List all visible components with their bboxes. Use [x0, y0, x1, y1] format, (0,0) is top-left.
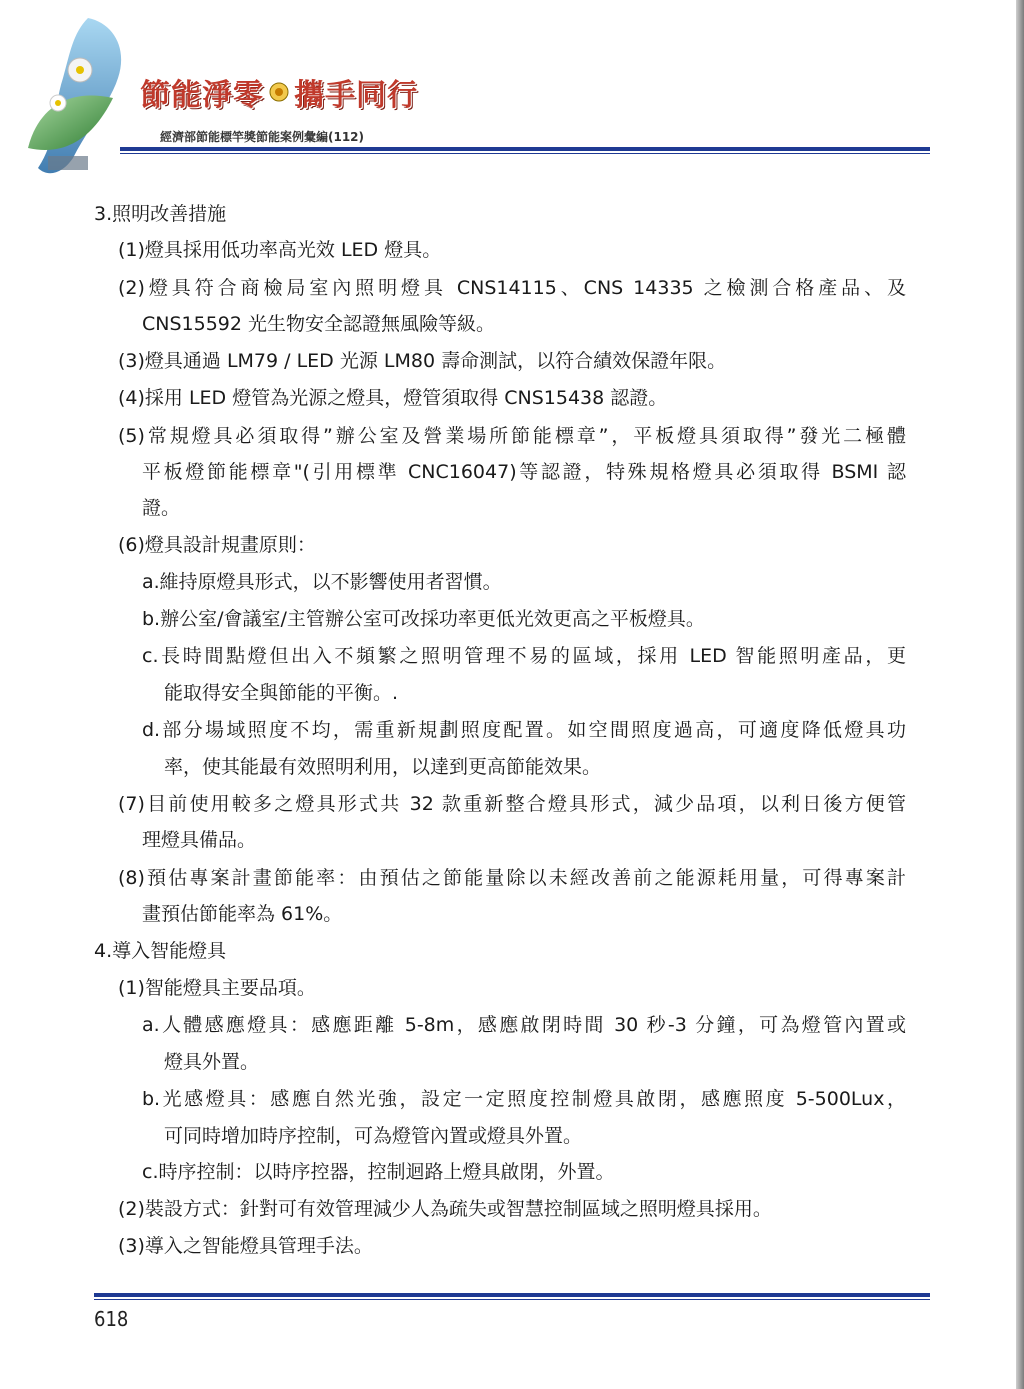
header-title-right: 攜手同行	[294, 78, 418, 113]
sub-list-item: b.光感燈具：感應自然光強，設定一定照度控制燈具啟閉，感應照度 5-500Lux，	[142, 1088, 906, 1110]
list-item: (6)燈具設計規畫原則：	[118, 534, 316, 556]
sub-list-item-continuation: 燈具外置。	[164, 1051, 260, 1073]
list-item: (8)預估專案計畫節能率：由預估之節能量除以未經改善前之能源耗用量，可得專案計	[118, 867, 906, 889]
sub-list-item: c.時序控制：以時序控器，控制迴路上燈具啟閉，外置。	[142, 1161, 615, 1183]
list-item-continuation: 證。	[142, 497, 181, 519]
list-item: (1)燈具採用低功率高光效 LED 燈具。	[118, 239, 442, 261]
header-subtitle: 經濟部節能標竿獎節能案例彙編(112)	[160, 130, 365, 144]
list-item: (3)導入之智能燈具管理手法。	[118, 1235, 373, 1257]
section-heading: 3.照明改善措施	[94, 203, 227, 225]
list-item: (1)智能燈具主要品項。	[118, 977, 316, 999]
header-title	[140, 70, 418, 114]
list-item: (5)常規燈具必須取得”辦公室及營業場所節能標章”，平板燈具須取得”發光二極體	[118, 425, 906, 447]
sub-list-item-continuation: 率，使其能最有效照明利用，以達到更高節能效果。	[164, 756, 602, 778]
page-header	[0, 0, 1024, 190]
sub-list-item: b.辦公室/會議室/主管辦公室可改採功率更低光效更高之平板燈具。	[142, 608, 705, 630]
list-item: (2)裝設方式：針對可有效管理減少人為疏失或智慧控制區域之照明燈具採用。	[118, 1198, 772, 1220]
list-item-continuation: 畫預估節能率為 61%。	[142, 903, 343, 925]
list-item: (4)採用 LED 燈管為光源之燈具，燈管須取得 CNS15438 認證。	[118, 387, 668, 409]
sub-list-item-continuation: 能取得安全與節能的平衡。.	[164, 682, 399, 704]
list-item-continuation: 理燈具備品。	[142, 829, 257, 851]
page-edge-shadow	[1016, 0, 1024, 1389]
sub-list-item: a.人體感應燈具：感應距離 5-8m，感應啟閉時間 30 秒-3 分鐘，可為燈管內置或	[142, 1014, 906, 1036]
list-item: (2)燈具符合商檢局室內照明燈具 CNS14115、CNS 14335 之檢測合格產品、及	[118, 277, 906, 299]
footer-divider	[94, 1293, 930, 1297]
sub-list-item: a.維持原燈具形式，以不影響使用者習慣。	[142, 571, 502, 593]
list-item: (3)燈具通過 LM79 / LED 光源 LM80 壽命測試，以符合績效保證年限。	[118, 350, 727, 372]
list-item: (7)目前使用較多之燈具形式共 32 款重新整合燈具形式，減少品項，以利日後方便管	[118, 793, 906, 815]
taiwan-leaf-logo-icon	[18, 8, 148, 183]
header-divider	[120, 147, 930, 151]
header-divider-thin	[120, 153, 930, 154]
sub-list-item: c.長時間點燈但出入不頻繁之照明管理不易的區域，採用 LED 智能照明產品，更	[142, 645, 906, 667]
section-heading: 4.導入智能燈具	[94, 940, 227, 962]
sub-list-item-continuation: 可同時增加時序控制，可為燈管內置或燈具外置。	[164, 1125, 583, 1147]
header-title-left: 節能淨零	[140, 78, 264, 113]
list-item-continuation: CNS15592 光生物安全認證無風險等級。	[142, 313, 496, 335]
footer-divider-thin	[94, 1299, 930, 1300]
page-number: 618	[94, 1307, 129, 1331]
sub-list-item: d.部分場域照度不均，需重新規劃照度配置。如空間照度過高，可適度降低燈具功	[142, 719, 906, 741]
list-item-continuation: 平板燈節能標章"(引用標準 CNC16047)等認證，特殊規格燈具必須取得 BSMI 認	[142, 461, 906, 483]
flower-icon	[268, 81, 290, 103]
